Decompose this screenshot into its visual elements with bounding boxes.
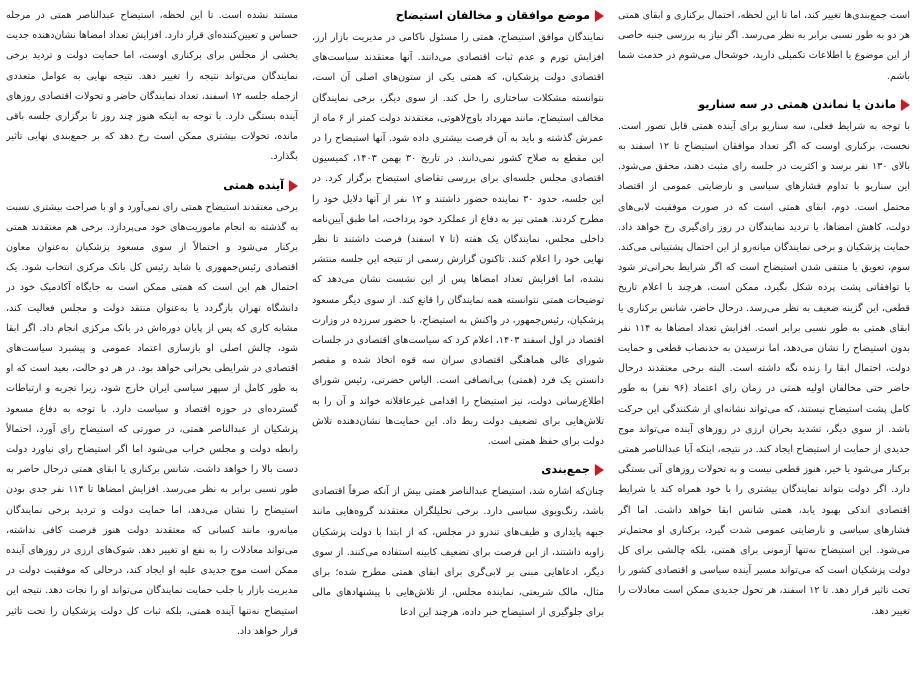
article-paragraph: با توجه به شرایط فعلی، سه سناریو برای آینده همتی قابل تصور است. نخست، برکناری اوست که اگر تعداد موافقان استیضاح تا ۱۲ اسفند به بالای ۱۳۰ نفر برسد و اکثریت در جلسه رای مثبت دهند، محقق می‌شود. این سناریو با تداوم فشارهای سیاسی و نارضایتی عمومی از اقتصاد محتمل است. دوم، ابقای همتی است که در صورت موفقیت لابی‌های دولت، کاهش امضاها، یا تردید نمایندگان در روز رای‌گیری رخ خواهد داد. حمایت پزشکیان و برخی نمایندگان میانه‌رو از این احتمال پشتیبانی می‌کند. سوم، تعویق یا منتفی شدن استیضاح است که اگر شرایط بحرانی‌تر شود یا توافقاتی پشت پرده شکل بگیرد، ممکن است، هرچند با اعلام تاریخ قطعی، این گزینه ضعیف به نظر می‌رسد. درحال حاضر، شانس برکناری یا ابقای همتی به طور نسبی برابر است. افزایش تعداد امضاها به ۱۱۴ نفر بدون استیضاح را نشان می‌دهد، اما نرسیدن به حدنصاب قطعی و حمایت دولت، احتمال ابقا را زنده نگه داشته است. البته برخی معتقدند درحال حاضر حتی مخالفان اولیه همتی در زمان رای اعتماد (۹۶ نفر) به طور کامل پشت استیضاح نیستند، که می‌تواند نشانه‌ای از شکنندگی این حرکت باشد. از سوی دیگر، تشدید بحران ارزی در روزهای آینده می‌تواند موج جدیدی از حمایت از استیضاح ایجاد کند. در نتیجه، اینکه آیا عبدالناصر همتی برکنار می‌شود یا خیر، هنوز قطعی نیست و به تحولات روزهای آتی بستگی دارد. اگر دولت بتواند نمایندگان بیشتری را با خود همراه کند یا شرایط اقتصادی اندکی بهبود یابد، همتی شانس ابقا خواهد داشت. اما اگر فشارهای سیاسی و نارضایتی عمومی شدت گیرد، برکناری او محتمل‌تر می‌شود. این استیضاح نه‌تنها آزمونی برای همتی، بلکه چالشی برای کل دولت پزشکیان است که می‌تواند مسیر آینده سیاسی و اقتصادی کشور را تحت تاثیر قرار دهد. تا ۱۲ اسفند، هر تحول جدیدی ممکن است معادلات را تغییر دهد. xyxy=(618,120,910,617)
heading-text: ماندن یا نماندن همتی در سه سناریو xyxy=(698,97,896,111)
heading-bullet-icon xyxy=(595,464,604,476)
column-right xyxy=(618,6,910,687)
section-heading xyxy=(618,95,910,115)
article-paragraph: مستند نشده است. تا این لحظه، استیضاح عبدالناصر همتی در مرحله حساس و تعیین‌کننده‌ای قرار دارد. افزایش تعداد امضاها نشان‌دهنده جدیت بخشی از مجلس برای برکناری اوست، اما حمایت دولت و تردید برخی نمایندگان می‌تواند نتیجه را تغییر دهد. نتیجه نهایی به عوامل متعددی ازجمله جلسه ۱۲ اسفند، تعداد نمایندگان حاضر و تحولات اقتصادی روزهای آینده بستگی دارد. با توجه به اینکه هنوز چند روز تا برگزاری جلسه باقی مانده، تحولات بیشتری ممکن است رخ دهد که بر جمع‌بندی نهایی تاثیر بگذارد. xyxy=(6,10,298,163)
article-paragraph: است جمع‌بندی‌ها تغییر کند، اما تا این لحظه، احتمال برکناری و ابقای همتی هر دو به طور نسبی برابر به نظر می‌رسد. اگر نیاز به بررسی جنبه خاصی از این موضوع یا اطلاعات تکمیلی دارید، خوشحال می‌شوم در خدمت شما باشم. xyxy=(618,10,910,82)
article-paragraph: برخی معتقدند استیضاح همتی رای نمی‌آورد و او با صراحت بیشتری نسبت به گذشته به انجام ماموریت‌های خود می‌پردازد. برخی هم معتقدند همتی برکنار می‌شود و احتمالاً از سوی مسعود پزشکیان به‌عنوان معاون اقتصادی رئیس‌جمهوری یا شاید رئیس کل بانک مرکزی انتخاب شود. یک احتمال هم این است که همتی ممکن است به جایگاه آکادمیک خود در دانشگاه تهران بازگردد یا به‌عنوان منتقد دولت و مجلس فعالیت کند، مشابه کاری که پس از پایان دوره‌اش در بانک مرکزی انجام داد. اگر ابقا شود، چالش اصلی او بازسازی اعتماد عمومی و پیشبرد سیاست‌های اقتصادی در شرایطی بحرانی خواهد بود. در هر دو حالت، بعید است که او به طور کامل از سپهر سیاسی ایران خارج شود، زیرا تجربه و ارتباطات گسترده‌ای در حوزه اقتصاد و سیاست دارد. با توجه به دفاع مسعود پزشکیان از عبدالناصر همتی، در صورتی که استیضاح رای آورد، احتمالاً رابطه دولت و مجلس خراب می‌شود اما اگر استیضاح رای نیاورد دولت دست بالا را خواهد داشت. شانس برکناری یا ابقای همتی درحال حاضر به طور نسبی برابر به نظر می‌رسد. افزایش امضاها تا ۱۱۴ نفر جدی بودن استیضاح را نشان می‌دهد، اما حمایت دولت و تردید برخی نمایندگان میانه‌رو، مانند کسانی که معتقدند دولت هنوز فرصت کافی نداشته، می‌تواند معادلات را به نفع او تغییر دهد. شوک‌های ارزی در روزهای آینده ممکن است موج جدیدی علیه او ایجاد کند، درحالی که موفقیت دولت در مدیریت بازار یا جلب حمایت نمایندگان می‌تواند او را نجات دهد. نتیجه این استیضاح نه‌تنها آینده همتی، بلکه ثبات کل دولت پزشکیان را تحت تاثیر قرار خواهد داد. xyxy=(6,201,298,637)
column-left xyxy=(6,6,298,687)
heading-text: موضع موافقان و مخالفان استیضاح xyxy=(395,9,590,22)
article-paragraph: چنان‌که اشاره شد، استیضاح عبدالناصر همتی بیش از آنکه صرفاً اقتصادی باشد، رنگ‌وبوی سیاسی دارد. برخی تحلیلگران معتقدند گروه‌هایی مانند جبهه پایداری و طیف‌های تندرو در مجلس، که از ابتدا با دولت پزشکیان زاویه داشتند، از این فرصت برای تضعیف کابینه استفاده می‌کنند. از سوی دیگر، ادعاهایی مبنی بر لابی‌گری برای ابقای همتی مطرح شده؛ برای مثال، مالک شریعتی، نماینده مجلس، از تلاش‌هایی با پیشنهادهای مالی برای جلوگیری از استیضاح خبر داده، هرچند این ادعا xyxy=(312,486,604,619)
heading-bullet-icon xyxy=(289,180,298,192)
section-heading xyxy=(312,460,604,480)
column-middle xyxy=(312,6,604,687)
section-heading xyxy=(312,6,604,26)
heading-bullet-icon xyxy=(901,99,910,111)
section-heading xyxy=(6,176,298,196)
heading-bullet-icon xyxy=(595,10,604,22)
heading-text: جمع‌بندی xyxy=(541,463,590,477)
heading-text: آینده همتی xyxy=(223,178,284,192)
article-paragraph: نمایندگان موافق استیضاح، همتی را مسئول ناکامی در مدیریت بازار ارز، افزایش تورم و عدم ثبات اقتصادی می‌دانند. آنها معتقدند سیاست‌های اقتصادی دولت پزشکیان، که همتی یکی از ستون‌های اصلی آن است، نتوانسته مشکلات ساختاری را حل کند. از سوی دیگر، برخی نمایندگان مخالف استیضاح، مانند مهرداد باوج‌لاهوتی، معتقدند دولت کمتر از ۶ ماه از عمرش گذشته و باید به آن فرصت بیشتری داده شود. آنها استیضاح را در این مقطع به صلاح کشور نمی‌دانند. در تاریخ ۳۰ بهمن ۱۴۰۳، کمیسیون اقتصادی مجلس جلسه‌ای برای بررسی تقاضای استیضاح برگزار کرد. در این جلسه، حدود ۳۰ نماینده حضور داشتند و ۱۲ نفر از آنها دلایل خود را مطرح کردند. همتی نیز به دفاع از عملکرد خود پرداخت، اما طبق آیین‌نامه داخلی مجلس، نمایندگان یک هفته (تا ۷ اسفند) فرصت داشتند تا نظر نهایی خود را اعلام کنند. تاکنون گزارش رسمی از نتیجه این جلسه منتشر نشده، اما افزایش تعداد امضاها پس از این نشست نشان می‌دهد که توضیحات همتی نتوانسته همه نمایندگان را قانع کند. از سوی دیگر مسعود پزشکیان، رئیس‌جمهور، در واکنش به استیضاح، با حضور سرزده در وزارت اقتصاد در اول اسفند ۱۴۰۳، اعلام کرد که سیاست‌های اقتصادی در جلسات شورای عالی هماهنگی اقتصادی سران سه قوه اتخاذ شده و مقصر دانستن یک فرد (همتی) بی‌انصافی است. الیاس حضرتی، رئیس شورای اطلاع‌رسانی دولت، نیز استیضاح را اقدامی غیرعاقلانه خواند و آن را به تلاش‌هایی برای تضعیف دولت ربط داد. این حمایت‌ها نشان‌دهنده تلاش دولت برای حفظ همتی است. xyxy=(312,32,604,448)
